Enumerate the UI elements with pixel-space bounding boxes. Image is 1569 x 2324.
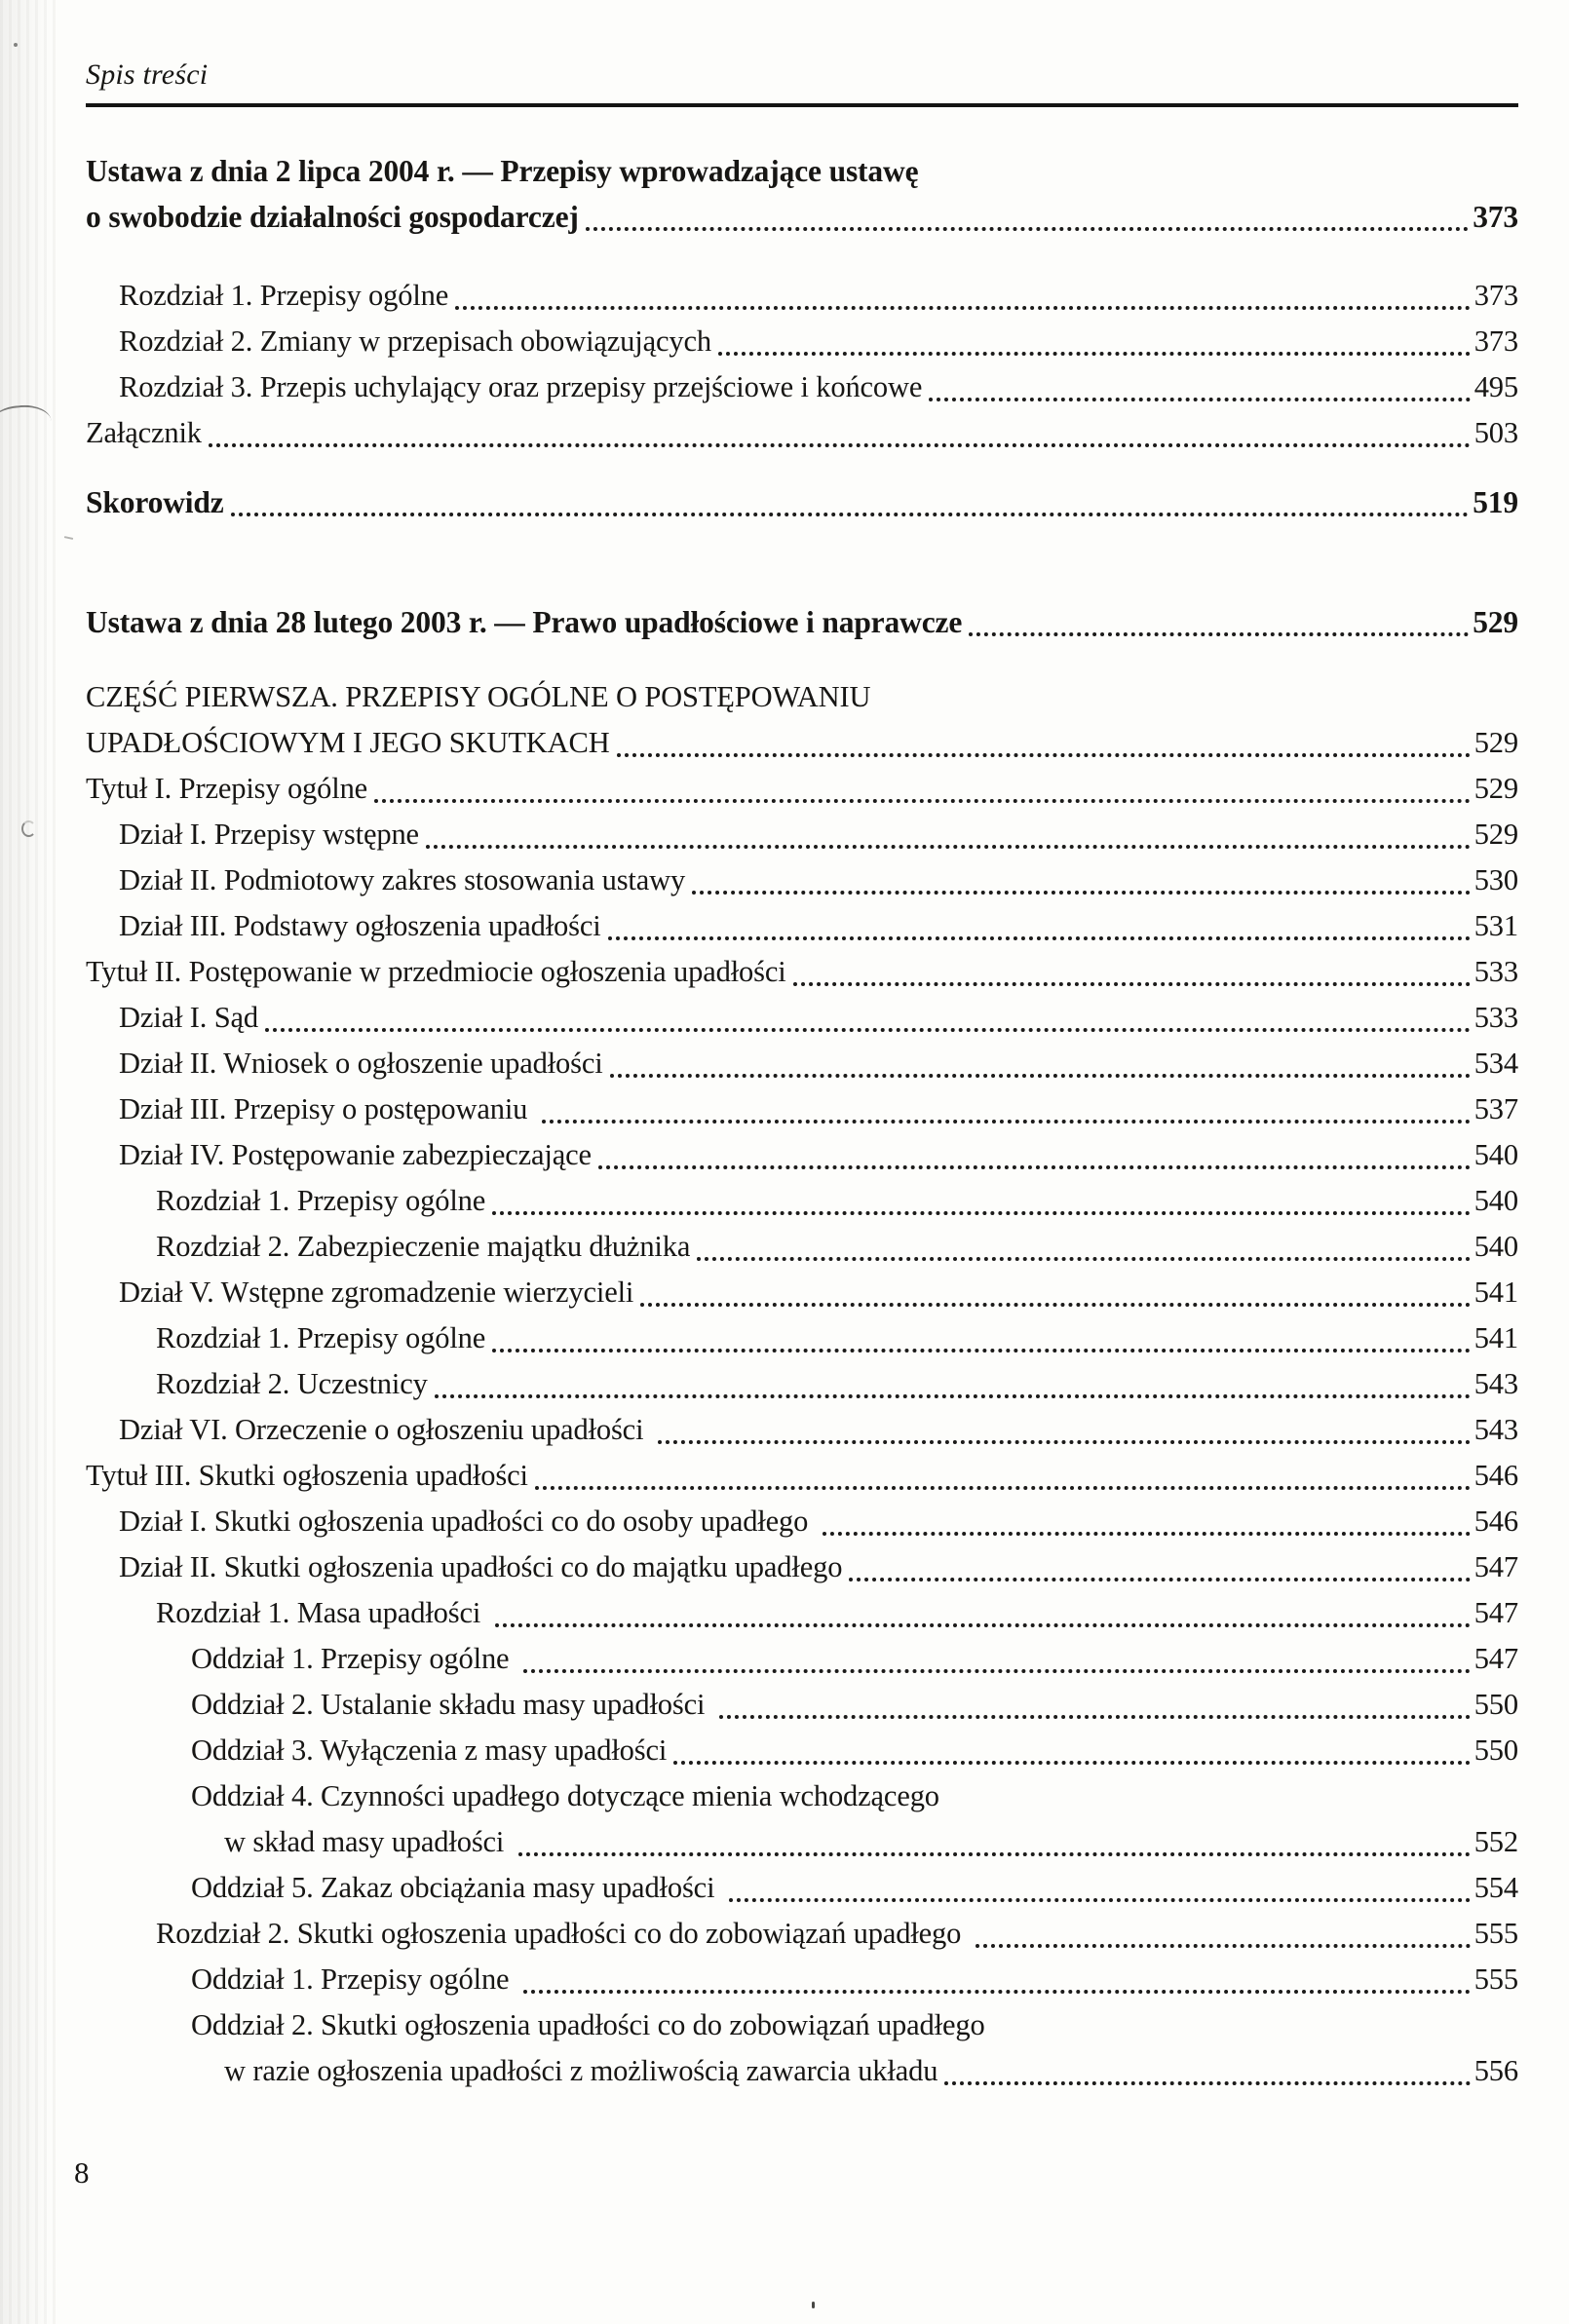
scan-mark xyxy=(21,820,36,837)
toc-entry-text: Tytuł II. Postępowanie w przedmiocie ogłoszenia upadłości xyxy=(86,955,786,988)
dot-leader xyxy=(426,845,1471,849)
dot-leader xyxy=(718,352,1471,356)
toc-row xyxy=(86,766,1518,812)
toc-row xyxy=(86,194,1518,240)
dot-leader xyxy=(535,1486,1471,1490)
page-number: 552 xyxy=(1473,1825,1518,1858)
toc-entry-text: Dział I. Skutki ogłoszenia upadłości co do osoby upadłego xyxy=(119,1505,816,1538)
page-number: 530 xyxy=(1473,863,1518,896)
toc-row xyxy=(86,995,1518,1041)
dot-leader xyxy=(209,443,1471,447)
dot-leader xyxy=(523,1990,1471,1994)
dot-leader xyxy=(231,513,1470,516)
toc-row xyxy=(86,364,1518,410)
toc-entry-text: Rozdział 2. Uczestnicy xyxy=(156,1367,428,1400)
dot-leader xyxy=(610,1074,1471,1078)
scan-mark xyxy=(64,536,73,540)
page-number: 541 xyxy=(1473,1276,1518,1309)
toc-row xyxy=(86,1544,1518,1590)
dot-leader xyxy=(823,1532,1471,1536)
toc-entry-text: Załącznik xyxy=(86,416,202,449)
toc-row xyxy=(86,949,1518,995)
page-number: 550 xyxy=(1473,1733,1518,1767)
toc-entry-text: Rozdział 1. Przepisy ogólne xyxy=(156,1184,486,1217)
toc-entry-text: Rozdział 1. Masa upadłości xyxy=(156,1596,488,1629)
page-number: 555 xyxy=(1473,1962,1518,1996)
toc-entry-text: Oddział 1. Przepisy ogólne xyxy=(191,1962,517,1996)
toc-entry-text: Rozdział 2. Zmiany w przepisach obowiązujących xyxy=(119,324,711,358)
toc-row xyxy=(86,1682,1518,1728)
toc-entry-text: Oddział 3. Wyłączenia z masy upadłości xyxy=(191,1733,668,1767)
dot-leader xyxy=(455,306,1471,310)
page-number: 529 xyxy=(1473,605,1518,639)
toc-row xyxy=(86,1407,1518,1453)
toc-row xyxy=(86,857,1518,903)
dot-leader xyxy=(929,398,1470,401)
page-number: 373 xyxy=(1473,200,1518,234)
dot-leader xyxy=(849,1578,1470,1581)
dot-leader xyxy=(944,2081,1470,2085)
dot-leader xyxy=(598,1165,1471,1169)
page-number: 537 xyxy=(1473,1092,1518,1125)
dot-leader xyxy=(640,1303,1470,1307)
dot-leader xyxy=(658,1440,1471,1444)
dot-leader xyxy=(492,1349,1471,1352)
page-number: 529 xyxy=(1473,818,1518,851)
toc-row xyxy=(86,319,1518,364)
toc-row xyxy=(86,599,1518,645)
page-number: 543 xyxy=(1473,1413,1518,1446)
page-number: 546 xyxy=(1473,1505,1518,1538)
toc-entry-text: o swobodzie działalności gospodarczej xyxy=(86,200,579,234)
toc-row xyxy=(86,674,1518,720)
toc-row xyxy=(86,479,1518,525)
toc-row xyxy=(86,1132,1518,1178)
toc-entry-text: Rozdział 1. Przepisy ogólne xyxy=(156,1321,486,1354)
page-number: 373 xyxy=(1473,324,1518,358)
page-number: 550 xyxy=(1473,1688,1518,1721)
scan-mark xyxy=(0,403,52,425)
dot-leader xyxy=(518,1852,1471,1856)
page-number: 540 xyxy=(1473,1230,1518,1263)
scan-speck xyxy=(14,43,18,47)
dot-leader xyxy=(719,1715,1471,1719)
toc-entry-text: w skład masy upadłości xyxy=(224,1825,512,1858)
toc-entry-text: CZĘŚĆ PIERWSZA. PRZEPISY OGÓLNE O POSTĘPOWANIU xyxy=(86,680,871,713)
page-number: 547 xyxy=(1473,1642,1518,1675)
toc-row xyxy=(86,2048,1518,2094)
toc-row xyxy=(86,1315,1518,1361)
toc-entry-text: Ustawa z dnia 28 lutego 2003 r. — Prawo upadłościowe i naprawcze xyxy=(86,605,963,639)
toc-row xyxy=(86,903,1518,949)
toc-row xyxy=(86,1728,1518,1773)
page-number: 503 xyxy=(1473,416,1518,449)
page-number: 373 xyxy=(1473,279,1518,312)
toc-row xyxy=(86,1086,1518,1132)
toc-row xyxy=(86,1911,1518,1957)
scan-speck xyxy=(812,2302,815,2308)
dot-leader xyxy=(976,1944,1471,1948)
toc-entry-text: Dział IV. Postępowanie zabezpieczające xyxy=(119,1138,592,1171)
page-number: 519 xyxy=(1473,485,1518,519)
toc-entry-text: Ustawa z dnia 2 lipca 2004 r. — Przepisy wprowadzające ustawę xyxy=(86,154,919,188)
toc-row xyxy=(86,812,1518,857)
dot-leader xyxy=(697,1257,1470,1261)
toc-entry-text: Dział I. Sąd xyxy=(119,1001,259,1034)
dot-leader xyxy=(523,1669,1471,1673)
dot-leader xyxy=(374,799,1471,803)
toc-entry-text: Dział II. Podmiotowy zakres stosowania ustawy xyxy=(119,863,686,896)
toc-entry-text: Oddział 2. Skutki ogłoszenia upadłości co do zobowiązań upadłego xyxy=(191,2008,985,2041)
dot-leader xyxy=(542,1120,1471,1124)
toc-entry-text: Dział V. Wstępne zgromadzenie wierzycieli xyxy=(119,1276,634,1309)
toc-row xyxy=(86,1224,1518,1270)
toc-entry-text: Dział I. Przepisy wstępne xyxy=(119,818,419,851)
page-number: 529 xyxy=(1473,726,1518,759)
dot-leader xyxy=(969,632,1469,636)
dot-leader xyxy=(673,1761,1470,1765)
toc-entry-text: Rozdział 2. Skutki ogłoszenia upadłości co do zobowiązań upadłego xyxy=(156,1917,969,1950)
toc-row xyxy=(86,720,1518,766)
toc-row xyxy=(86,1865,1518,1911)
toc-row xyxy=(86,1773,1518,1819)
page-number: 556 xyxy=(1473,2054,1518,2087)
page-number: 555 xyxy=(1473,1917,1518,1950)
dot-leader xyxy=(793,982,1471,986)
toc-entry-text: Dział VI. Orzeczenie o ogłoszeniu upadłości xyxy=(119,1413,651,1446)
toc-entry-text: Rozdział 3. Przepis uchylający oraz przepisy przejściowe i końcowe xyxy=(119,370,923,403)
toc-row xyxy=(86,410,1518,456)
toc-entry-text: Dział II. Wniosek o ogłoszenie upadłości xyxy=(119,1047,603,1080)
toc-row xyxy=(86,1636,1518,1682)
toc-row xyxy=(86,273,1518,319)
toc-entry-text: Oddział 2. Ustalanie składu masy upadłości xyxy=(191,1688,712,1721)
page-number: 554 xyxy=(1473,1871,1518,1904)
page-number: 533 xyxy=(1473,1001,1518,1034)
dot-leader xyxy=(729,1898,1471,1902)
page-number: 547 xyxy=(1473,1550,1518,1583)
page-number: 531 xyxy=(1473,909,1518,942)
toc-row xyxy=(86,1361,1518,1407)
toc-row xyxy=(86,1041,1518,1086)
toc-entry-text: Dział II. Skutki ogłoszenia upadłości co do majątku upadłego xyxy=(119,1550,843,1583)
toc-entry-text: Dział III. Podstawy ogłoszenia upadłości xyxy=(119,909,601,942)
page-number: 546 xyxy=(1473,1459,1518,1492)
page-number: 543 xyxy=(1473,1367,1518,1400)
toc-entry-text: Oddział 4. Czynności upadłego dotyczące mienia wchodzącego xyxy=(191,1779,939,1812)
toc-entry-text: Skorowidz xyxy=(86,485,224,519)
page-number: 540 xyxy=(1473,1138,1518,1171)
toc-entry-text: Oddział 5. Zakaz obciążania masy upadłości xyxy=(191,1871,722,1904)
dot-leader xyxy=(617,753,1471,757)
toc-row xyxy=(86,1819,1518,1865)
toc-row xyxy=(86,1178,1518,1224)
toc-row xyxy=(86,2002,1518,2048)
toc-row xyxy=(86,1957,1518,2002)
page-number: 534 xyxy=(1473,1047,1518,1080)
dot-leader xyxy=(692,891,1471,895)
scan-edge-artifact xyxy=(0,0,60,2324)
toc-entry-text: Dział III. Przepisy o postępowaniu xyxy=(119,1092,535,1125)
dot-leader xyxy=(495,1623,1471,1627)
page-folio: 8 xyxy=(74,2155,90,2190)
toc-entry-text: Oddział 1. Przepisy ogólne xyxy=(191,1642,517,1675)
page-number: 495 xyxy=(1473,370,1518,403)
toc-row xyxy=(86,1499,1518,1544)
toc-row xyxy=(86,1453,1518,1499)
page-number: 529 xyxy=(1473,772,1518,805)
header-rule xyxy=(86,103,1518,107)
dot-leader xyxy=(492,1211,1471,1215)
toc-entry-text: Tytuł III. Skutki ogłoszenia upadłości xyxy=(86,1459,528,1492)
dot-leader xyxy=(265,1028,1471,1032)
toc-row xyxy=(86,148,1518,194)
page-number: 541 xyxy=(1473,1321,1518,1354)
dot-leader xyxy=(586,227,1469,231)
toc-entry-text: Tytuł I. Przepisy ogólne xyxy=(86,772,368,805)
toc-row xyxy=(86,1590,1518,1636)
page-number: 540 xyxy=(1473,1184,1518,1217)
toc-entry-text: w razie ogłoszenia upadłości z możliwością zawarcia układu xyxy=(224,2054,938,2087)
page-number: 547 xyxy=(1473,1596,1518,1629)
toc-entry-text: Rozdział 2. Zabezpieczenie majątku dłużnika xyxy=(156,1230,691,1263)
dot-leader xyxy=(608,936,1471,940)
toc-entry-text: Rozdział 1. Przepisy ogólne xyxy=(119,279,449,312)
page-number: 533 xyxy=(1473,955,1518,988)
dot-leader xyxy=(435,1394,1471,1398)
toc-entry-text: UPADŁOŚCIOWYM I JEGO SKUTKACH xyxy=(86,726,610,759)
page-header xyxy=(86,57,1518,107)
table-of-contents xyxy=(86,148,1518,2094)
toc-row xyxy=(86,1270,1518,1315)
running-head: Spis treści xyxy=(86,58,209,91)
